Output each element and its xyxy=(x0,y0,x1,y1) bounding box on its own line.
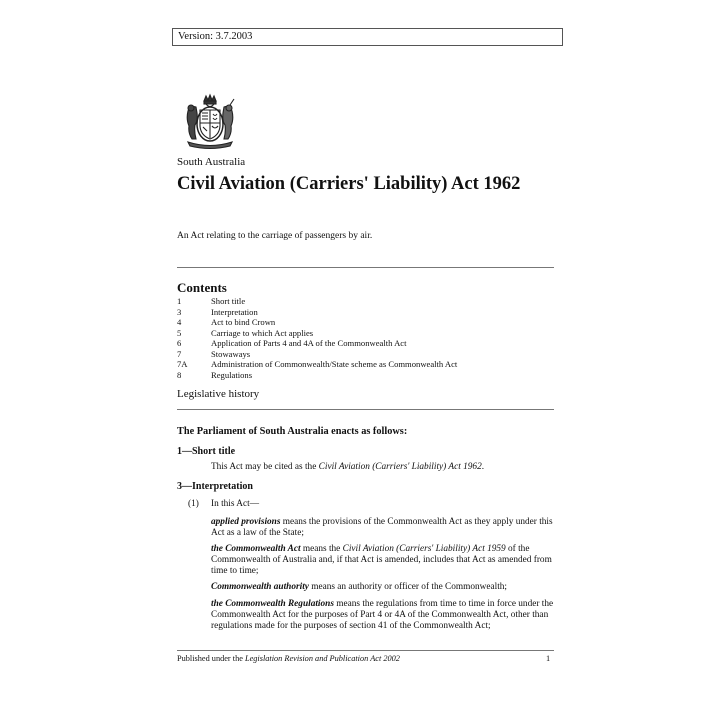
toc-item[interactable] xyxy=(177,328,554,339)
toc-title: Short title xyxy=(211,296,246,306)
toc-item[interactable] xyxy=(177,317,554,328)
toc-title: Stowaways xyxy=(211,348,251,359)
definition-term: Commonwealth authority xyxy=(211,582,309,592)
definition-commonwealth-authority xyxy=(211,582,554,593)
footer-divider xyxy=(177,650,554,651)
definition-act-name: Civil Aviation (Carriers' Liability) Act 1959 xyxy=(342,544,506,554)
page-number: 1 xyxy=(546,654,551,663)
definition-text: means the regulations from time to time in force under the Commonwealth Act for the purposes of Part 4 or 4A of the Commonwealth Act, other than regulations made for the purposes of section 41 of the Commonwealth Act; xyxy=(211,599,554,632)
definition-term: applied provisions xyxy=(211,517,281,527)
toc-title: Regulations xyxy=(211,369,253,380)
definition-commonwealth-regulations xyxy=(211,599,554,633)
toc-number: 3 xyxy=(177,306,182,317)
toc-title: Application of Parts 4 and 4A of the Commonwealth Act xyxy=(211,338,407,348)
contents-heading: Contents xyxy=(177,280,227,295)
section-1-heading: 1—Short title xyxy=(177,446,236,457)
version-header: Version: 3.7.2003 xyxy=(172,28,563,46)
toc-number: 4 xyxy=(177,317,182,327)
toc-item[interactable] xyxy=(177,349,554,360)
toc-item[interactable] xyxy=(177,307,554,318)
divider xyxy=(177,409,554,410)
toc-number: 1 xyxy=(177,296,182,306)
act-title: Civil Aviation (Carriers' Liability) Act 1962 xyxy=(177,174,521,194)
footer-text-before: Published under the xyxy=(177,654,245,663)
enacting-words: The Parliament of South Australia enacts as follows: xyxy=(177,426,408,437)
definition-text: means the provisions of the Commonwealth Act as they apply under this Act as a law of the State; xyxy=(211,517,553,539)
toc-number: 6 xyxy=(177,338,182,348)
definition-applied-provisions xyxy=(211,517,554,539)
jurisdiction-label: South Australia xyxy=(177,156,246,168)
toc-number: 7A xyxy=(177,359,188,369)
toc-number: 8 xyxy=(177,369,182,380)
toc-item[interactable] xyxy=(177,370,554,381)
toc-item[interactable] xyxy=(177,296,554,307)
footer-publication-note xyxy=(177,654,400,663)
divider xyxy=(177,267,554,268)
toc-title: Administration of Commonwealth/State scheme as Commonwealth Act xyxy=(211,359,458,369)
definition-text: means an authority or officer of the Commonwealth; xyxy=(308,582,508,592)
coat-of-arms-icon xyxy=(180,93,240,151)
toc-number: 7 xyxy=(177,348,182,359)
toc-title: Interpretation xyxy=(211,306,258,317)
table-of-contents xyxy=(177,296,554,380)
toc-title: Carriage to which Act applies xyxy=(211,327,314,338)
footer-act-name: Legislation Revision and Publication Act 2002 xyxy=(244,654,400,663)
definition-term: the Commonwealth Regulations xyxy=(211,599,334,609)
section-1-text-before: This Act may be cited as the xyxy=(211,462,319,472)
section-3-intro: In this Act— xyxy=(211,499,260,509)
long-title: An Act relating to the carriage of passengers by air. xyxy=(177,231,373,241)
section-1-act-name: Civil Aviation (Carriers' Liability) Act 1962 xyxy=(318,462,482,472)
toc-item[interactable] xyxy=(177,359,554,370)
section-1-text xyxy=(211,462,554,473)
legislative-history-link[interactable]: Legislative history xyxy=(177,388,260,400)
definition-text: of the Commonwealth of Australia and, if that Act is amended, includes that Act as amended from time to time; xyxy=(211,544,552,577)
definition-text: means the xyxy=(300,544,343,554)
subsection-number: (1) xyxy=(188,499,199,509)
section-1-text-after: . xyxy=(481,462,485,472)
section-3-heading: 3—Interpretation xyxy=(177,481,253,492)
toc-number: 5 xyxy=(177,327,182,338)
toc-item[interactable] xyxy=(177,338,554,349)
toc-title: Act to bind Crown xyxy=(211,317,276,327)
definition-term: the Commonwealth Act xyxy=(211,544,301,554)
definition-commonwealth-act xyxy=(211,544,554,578)
